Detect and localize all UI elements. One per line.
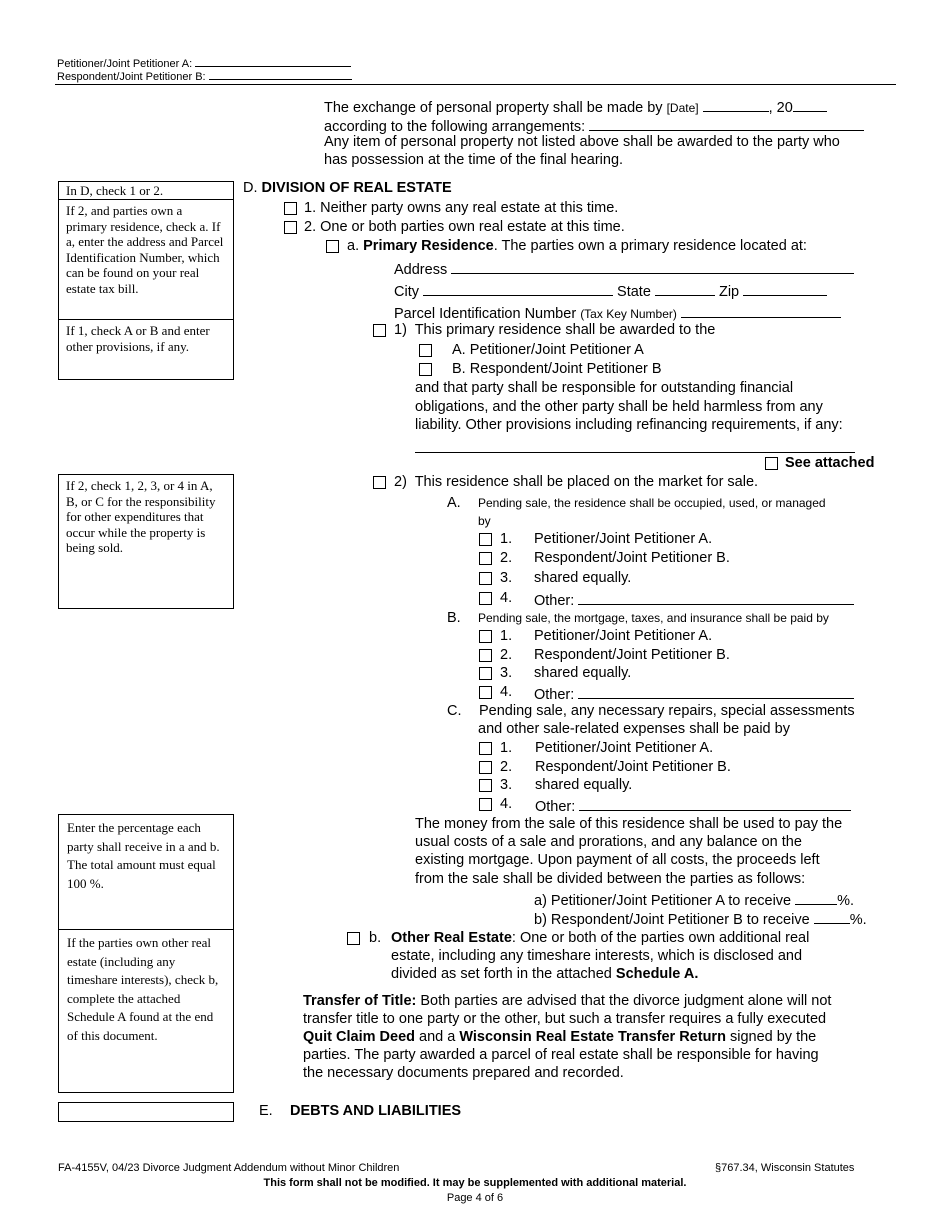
sidebar-box-1-title: In D, check 1 or 2.: [58, 181, 234, 200]
city-row: City State Zip: [394, 281, 827, 300]
page-number: Page 4 of 6: [446, 1192, 504, 1204]
respondent-label: Respondent/Joint Petitioner B:: [57, 69, 352, 83]
pending-a-opt2-num: 2.: [500, 550, 513, 566]
sidebar-box-3: Enter the percentage each party shall receive in a and b. The total amount must equal 100 %.: [58, 814, 234, 930]
owns-real-estate-label: 2. One or both parties own real estate at this time.: [304, 219, 625, 235]
no-real-estate-label: 1. Neither party owns any real estate at this time.: [304, 200, 619, 216]
pending-a-opt3-label: shared equally.: [534, 570, 632, 586]
pending-c-opt4-num: 4.: [500, 796, 513, 812]
other-real-estate-line-3: divided as set forth in the attached Schedule A.: [391, 966, 699, 982]
pending-b-opt3-num: 3.: [500, 665, 513, 681]
pending-b-opt3-label: shared equally.: [534, 665, 632, 681]
pending-b-other-field[interactable]: [578, 684, 854, 699]
see-attached-checkbox[interactable]: [765, 457, 778, 470]
other-real-estate-line-1: Other Real Estate: One or both of the parties own additional real: [391, 930, 810, 946]
pending-b-letter: B.: [447, 610, 461, 626]
pending-b-opt4-row: Other:: [534, 684, 854, 703]
exchange-line-4: has possession at the time of the final hearing.: [324, 152, 624, 168]
respondent-share-row: b) Respondent/Joint Petitioner B to receive %.: [534, 909, 867, 928]
state-field[interactable]: [655, 281, 715, 296]
petitioner-share-row: a) Petitioner/Joint Petitioner A to receive %.: [534, 890, 854, 909]
pending-c-opt3-label: shared equally.: [535, 777, 633, 793]
pending-a-opt4-num: 4.: [500, 590, 513, 606]
pending-a-opt4-row: Other:: [534, 590, 854, 609]
pending-b-opt1-label: Petitioner/Joint Petitioner A.: [534, 628, 713, 644]
pending-c-opt1-num: 1.: [500, 740, 513, 756]
pending-b-opt4-checkbox[interactable]: [479, 686, 492, 699]
pending-b-opt1-num: 1.: [500, 628, 513, 644]
respondent-percent-field[interactable]: [814, 909, 850, 924]
pending-c-opt3-num: 3.: [500, 777, 513, 793]
pending-c-opt4-checkbox[interactable]: [479, 798, 492, 811]
owns-real-estate-checkbox[interactable]: [284, 221, 297, 234]
transfer-line-2: transfer title to one party or the other, but such a transfer requires a fully executed: [303, 1011, 827, 1027]
pending-a-opt2-checkbox[interactable]: [479, 552, 492, 565]
petitioner-percent-field[interactable]: [795, 890, 837, 905]
transfer-line-5: the necessary documents prepared and recorded.: [303, 1065, 624, 1081]
award-petitioner-checkbox[interactable]: [419, 344, 432, 357]
pending-c-opt3-checkbox[interactable]: [479, 779, 492, 792]
pending-c-letter: C.: [447, 703, 462, 719]
award-respondent-label: B. Respondent/Joint Petitioner B: [452, 361, 662, 377]
respondent-name-field[interactable]: [209, 69, 352, 80]
award-text-line-3: liability. Other provisions including refinancing requirements, if any:: [415, 417, 843, 433]
transfer-line-4: parties. The party awarded a parcel of real estate shall be responsible for having: [303, 1047, 819, 1063]
other-real-estate-prefix: b.: [369, 930, 382, 946]
pending-a-opt1-checkbox[interactable]: [479, 533, 492, 546]
parcel-row: Parcel Identification Number (Tax Key Number): [394, 303, 841, 322]
address-row: Address: [394, 259, 854, 278]
sale-money-line-2: usual costs of a sale and prorations, and any balance on the: [415, 834, 802, 850]
sidebar-box-1-body: If 2, and parties own a primary residence, check a. If a, enter the address and Parcel Identification Number, which can be found on your real estate tax bill.: [58, 199, 234, 320]
pending-b-opt2-num: 2.: [500, 647, 513, 663]
market-sale-checkbox[interactable]: [373, 476, 386, 489]
pending-c-opt2-num: 2.: [500, 759, 513, 775]
pending-a-opt2-label: Respondent/Joint Petitioner B.: [534, 550, 730, 566]
exchange-line-1: The exchange of personal property shall be made by [Date] , 20: [324, 97, 827, 116]
award-respondent-checkbox[interactable]: [419, 363, 432, 376]
no-real-estate-checkbox[interactable]: [284, 202, 297, 215]
exchange-year-field[interactable]: [793, 97, 827, 112]
pending-a-opt1-num: 1.: [500, 531, 513, 547]
other-real-estate-checkbox[interactable]: [347, 932, 360, 945]
pending-a-opt1-label: Petitioner/Joint Petitioner A.: [534, 531, 713, 547]
see-attached-label: See attached: [785, 455, 875, 471]
exchange-line-3: Any item of personal property not listed above shall be awarded to the party who: [324, 134, 840, 150]
sidebar-box-2: If 2, check 1, 2, 3, or 4 in A, B, or C for the responsibility for other expenditures that occur while the property is being sold.: [58, 474, 234, 609]
pending-a-other-field[interactable]: [578, 590, 854, 605]
section-d-heading: D. DIVISION OF REAL ESTATE: [243, 180, 452, 196]
petitioner-name-field[interactable]: [195, 56, 351, 67]
pending-b-text: Pending sale, the mortgage, taxes, and insurance shall be paid by: [478, 611, 829, 625]
refinancing-provisions-field[interactable]: [415, 452, 855, 453]
pending-a-opt3-checkbox[interactable]: [479, 572, 492, 585]
form-identifier: FA-4155V, 04/23 Divorce Judgment Addendum without Minor Children: [58, 1162, 400, 1174]
sale-money-line-3: existing mortgage. Upon payment of all costs, the proceeds left: [415, 852, 820, 868]
city-field[interactable]: [423, 281, 613, 296]
market-sale-label: 2) This residence shall be placed on the market for sale.: [394, 474, 759, 490]
pending-c-other-field[interactable]: [579, 796, 851, 811]
pending-c-opt4-row: Other:: [535, 796, 851, 815]
pending-c-text-2: and other sale-related expenses shall be paid by: [478, 721, 790, 737]
pending-c-opt2-label: Respondent/Joint Petitioner B.: [535, 759, 731, 775]
transfer-line-3: Quit Claim Deed and a Wisconsin Real Estate Transfer Return signed by the: [303, 1029, 817, 1045]
sidebar-box-1-bottom: If 1, check A or B and enter other provisions, if any.: [58, 319, 234, 380]
award-residence-checkbox[interactable]: [373, 324, 386, 337]
pending-b-opt3-checkbox[interactable]: [479, 667, 492, 680]
award-text-line-2: obligations, and the other party shall be held harmless from any: [415, 399, 823, 415]
pending-b-opt2-checkbox[interactable]: [479, 649, 492, 662]
primary-residence-checkbox[interactable]: [326, 240, 339, 253]
transfer-line-1: Transfer of Title: Both parties are advised that the divorce judgment alone will not: [303, 993, 832, 1009]
sidebar-box-5: [58, 1102, 234, 1122]
primary-residence-label: a. Primary Residence. The parties own a primary residence located at:: [347, 238, 807, 254]
exchange-date-field[interactable]: [703, 97, 769, 112]
pending-c-opt1-checkbox[interactable]: [479, 742, 492, 755]
sale-money-line-1: The money from the sale of this residence shall be used to pay the: [415, 816, 843, 832]
exchange-line-2: according to the following arrangements:: [324, 116, 864, 135]
pending-a-text-1: Pending sale, the residence shall be occupied, used, or managed: [478, 496, 826, 510]
pending-c-opt1-label: Petitioner/Joint Petitioner A.: [535, 740, 714, 756]
statute-reference: §767.34, Wisconsin Statutes: [715, 1162, 855, 1174]
other-real-estate-line-2: estate, including any timeshare interests, which is disclosed and: [391, 948, 803, 964]
zip-field[interactable]: [743, 281, 827, 296]
pending-a-opt4-checkbox[interactable]: [479, 592, 492, 605]
modification-notice: This form shall not be modified. It may be supplemented with additional material.: [263, 1177, 687, 1189]
arrangements-field[interactable]: [589, 116, 864, 131]
pending-c-text-1: Pending sale, any necessary repairs, special assessments: [479, 703, 855, 719]
pending-a-opt3-num: 3.: [500, 570, 513, 586]
pending-a-text-2: by: [478, 514, 491, 528]
pending-c-opt2-checkbox[interactable]: [479, 761, 492, 774]
address-field[interactable]: [451, 259, 854, 274]
section-e-letter: E.: [259, 1103, 273, 1119]
pending-b-opt2-label: Respondent/Joint Petitioner B.: [534, 647, 730, 663]
pending-a-letter: A.: [447, 495, 461, 511]
petitioner-label: Petitioner/Joint Petitioner A:: [57, 56, 351, 70]
award-text-line-1: and that party shall be responsible for outstanding financial: [415, 380, 794, 396]
pending-b-opt4-num: 4.: [500, 684, 513, 700]
section-e-heading: DEBTS AND LIABILITIES: [290, 1103, 462, 1119]
sale-money-line-4: from the sale shall be divided between the parties as follows:: [415, 871, 806, 887]
sidebar-box-4: If the parties own other real estate (including any timeshare interests), check b, complete the attached Schedule A found at the end of this document.: [58, 929, 234, 1093]
award-petitioner-label: A. Petitioner/Joint Petitioner A: [452, 342, 644, 358]
parcel-number-field[interactable]: [681, 303, 841, 318]
pending-b-opt1-checkbox[interactable]: [479, 630, 492, 643]
header-divider: [55, 84, 896, 85]
award-residence-label: 1) This primary residence shall be awarded to the: [394, 322, 716, 338]
